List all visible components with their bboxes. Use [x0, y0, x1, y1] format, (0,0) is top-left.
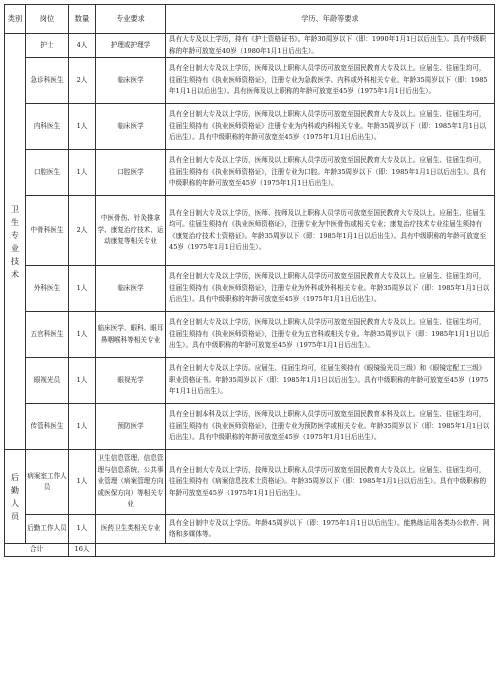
requirement-cell: 具有大专及以上学历，持有《护士资格证书》。年龄30周岁以下（即：1990年1月1日以后出生）。具有中级职称的年龄可放宽至40岁（1980年1月1日后出生）。: [166, 34, 495, 58]
requirement-cell: 具有全日制大专及以上学历，医师及以上职称人员学历可放宽至国民教育大专及以上。应届生、往届生均可，往届生须持有《执业医师资格证》，注册专业为外科或外科相关专业。年龄35周岁以下（即：1985年1月1日以后出生）。具有中级职称的年龄可放宽至45岁（1975年1月1日后出生）。: [166, 266, 495, 312]
count-cell: 1人: [69, 404, 96, 450]
table-row: [5, 312, 495, 358]
major-cell: 口腔医学: [96, 150, 166, 196]
header-requirement: 学历、年龄等要求: [166, 5, 495, 34]
count-cell: 1人: [69, 515, 96, 544]
requirement-cell: 具有全日制大专及以上学历，技师及以上职称人员学历可放宽至国民教育大专及以上。应届生、往届生均可，往届生须持有《病案信息技术士资格证》。年龄35周岁以下（即：1985年1月1日以后出生）。具有中级职称的年龄可放宽至45岁（1975年1月1日后出生）。: [166, 450, 495, 515]
position-cell: 外科医生: [26, 266, 69, 312]
category-char: 卫: [10, 203, 20, 214]
table-row: [5, 266, 495, 312]
position-cell: 五官科医生: [26, 312, 69, 358]
category-char: 后: [10, 471, 20, 482]
header-category: 类别: [5, 5, 26, 34]
position-cell: 口腔医生: [26, 150, 69, 196]
major-cell: 预防医学: [96, 404, 166, 450]
major-cell: 卫生信息管理、信息管理与信息系统、公共事业管理（病案管理方向或医保方向）等相关专业: [96, 450, 166, 515]
category-char: 专: [10, 229, 20, 240]
position-cell: 中骨科医生: [26, 196, 69, 266]
table-row: [5, 358, 495, 404]
total-row: [5, 544, 495, 557]
category-cell: [5, 450, 26, 544]
major-cell: 中医骨伤、针灸推拿学、康复治疗技术、运动康复等相关专业: [96, 196, 166, 266]
header-row: [5, 5, 495, 34]
count-cell: 1人: [69, 104, 96, 150]
count-cell: 1人: [69, 266, 96, 312]
requirement-cell: 具有全日制大专及以上学历，医师、技师及以上职称人员学历可放宽至国民教育大专及以上。应届生、往届生均可。往届生须持有《执业医师资格证》，注册专业为中医骨伤或相关专业；康复治疗技术专业往届生须持有《康复治疗技术士资格证》。年龄35周岁以下（即：1985年1月1日以后出生）。具有中级职称的年龄可放宽至45岁（1975年1月1日后出生）。: [166, 196, 495, 266]
category-char: 术: [10, 268, 20, 279]
major-cell: 医药卫生类相关专业: [96, 515, 166, 544]
count-cell: 2人: [69, 196, 96, 266]
recruitment-table-sheet: [4, 4, 494, 557]
header-position: 岗位: [26, 5, 69, 34]
major-cell: 眼视光学: [96, 358, 166, 404]
table-row: [5, 404, 495, 450]
category-char: 生: [10, 216, 20, 227]
table-row: [5, 450, 495, 515]
major-cell: 护理或护理学: [96, 34, 166, 58]
category-char: 员: [10, 510, 20, 521]
requirement-cell: 具有全日制大专及以上学历，医师及以上职称人员学历可放宽至国民教育大专及以上。应届生、往届生均可，往届生须持有《执业医师资格证》注册专业为内科或内科相关专业。年龄35周岁以下（即：1985年1月1日以后出生）。具有中级职称的年龄可放宽至45岁（1975年1月1日后出生）。: [166, 104, 495, 150]
table-row: [5, 34, 495, 58]
table-row: [5, 515, 495, 544]
total-empty-cell: [96, 544, 495, 557]
table-row: [5, 58, 495, 104]
category-char: 人: [10, 497, 20, 508]
category-cell: [5, 34, 26, 450]
count-cell: 1人: [69, 312, 96, 358]
table-body: [5, 34, 495, 557]
position-cell: 急诊科医生: [26, 58, 69, 104]
requirement-cell: 具有全日制本科及以上学历，医师及以上职称人员学历可放宽至国民教育本科及以上。应届生、往届生均可，往届生须持有《执业医师资格证》，注册专业为预防医学或相关专业。年龄35周岁以下（即：1985年1月1日以后出生）。具有中级职称的年龄可放宽至45岁（1975年1月1日后出生）。: [166, 404, 495, 450]
requirement-cell: 具有全日制大专及以上学历，医师及以上职称人员学历可放宽至国民教育大专及以上。应届生、往届生均可，往届生须持有《执业医师资格证》，注册专业为五官科或相关专业。年龄35周岁以下（即：1985年1月1日以后出生）。具有中级职称的年龄可放宽至45岁（1975年1月1日后出生）。: [166, 312, 495, 358]
requirement-cell: 具有全日制大专及以上学历。应届生、往届生均可，往届生须持有《眼镜验光员三级》和《眼镜定配工三级》职业资格证书。年龄35周岁以下（即：1985年1月1日以后出生）。具有中级职称的年龄可放宽至45岁（1975年1月1日后出生）。: [166, 358, 495, 404]
requirement-cell: 具有全日制大专及以上学历，医师及以上职称人员学历可放宽至国民教育大专及以上。应届生、往届生均可，往届生须持有《执业医师资格证》，注册专业为急救医学、内科或外科相关专业。年龄35周岁以下（即：1985年1月1日以后出生）。具有医师及以上职称的年龄可放宽至45岁（1975年1月1日后出生）。: [166, 58, 495, 104]
table-row: [5, 196, 495, 266]
position-cell: 后勤工作人员: [26, 515, 69, 544]
position-cell: 眼视光员: [26, 358, 69, 404]
position-cell: 病案室工作人员: [26, 450, 69, 515]
category-char: 业: [10, 242, 20, 253]
count-cell: 1人: [69, 150, 96, 196]
position-cell: 护士: [26, 34, 69, 58]
category-char: 勤: [10, 484, 20, 495]
position-cell: 传管科医生: [26, 404, 69, 450]
header-major: 专业要求: [96, 5, 166, 34]
major-cell: 临床医学: [96, 58, 166, 104]
table-row: [5, 150, 495, 196]
count-cell: 2人: [69, 58, 96, 104]
total-count: 16人: [69, 544, 96, 557]
recruitment-table: [4, 4, 495, 557]
count-cell: 1人: [69, 450, 96, 515]
count-cell: 4人: [69, 34, 96, 58]
requirement-cell: 具有全日制大专及以上学历，医师及以上职称人员学历可放宽至国民教育大专及以上。应届生、往届生均可，往届生须持有《执业医师资格证》，注册专业为口腔。年龄35周岁以下（即：1985年1月1日以后出生）。具有中级职称的年龄可放宽至45岁（1975年1月1日后出生）。: [166, 150, 495, 196]
position-cell: 内科医生: [26, 104, 69, 150]
category-char: 技: [10, 255, 20, 266]
major-cell: 临床医学、眼科、眼耳鼻咽喉科等相关专业: [96, 312, 166, 358]
table-row: [5, 104, 495, 150]
header-count: 数量: [69, 5, 96, 34]
major-cell: 临床医学: [96, 104, 166, 150]
count-cell: 1人: [69, 358, 96, 404]
major-cell: 临床医学: [96, 266, 166, 312]
total-label: 合计: [5, 544, 69, 557]
requirement-cell: 具有全日制中专及以上学历。年龄45周岁以下（即：1975年1月1日以后出生）。能熟练运用各类办公软件、网络和多媒体等。: [166, 515, 495, 544]
